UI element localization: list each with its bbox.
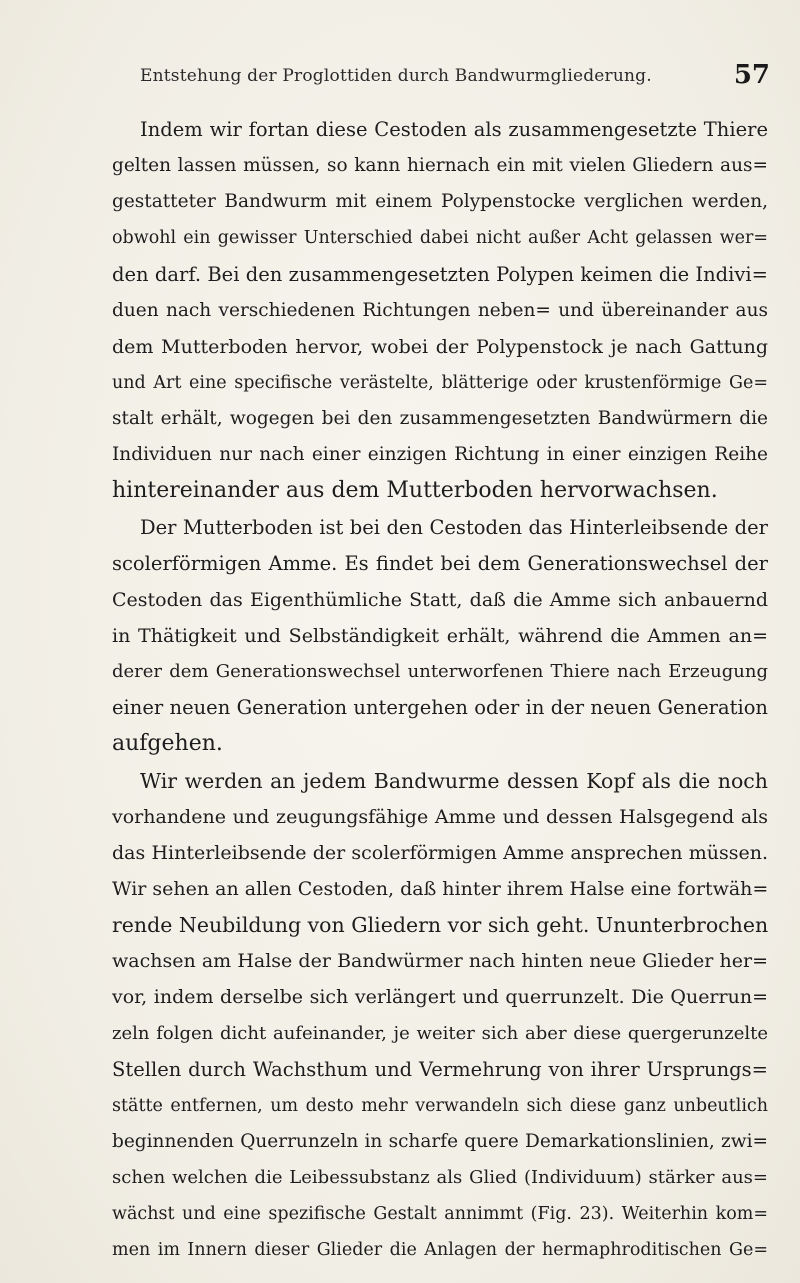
text-line: Individuen nur nach einer einzigen Richtung in einer einzigen Reihe (112, 444, 768, 466)
text-line: stätte entfernen, um desto mehr verwandeln sich diese ganz unbeutlich (112, 1095, 768, 1116)
text-line: aufgehen. (112, 731, 223, 757)
text-line: Wir sehen an allen Cestoden, daß hinter ihrem Halse eine fortwäh= (112, 877, 768, 900)
text-line: gestatteter Bandwurm mit einem Polypenstocke verglichen werden, (112, 191, 768, 213)
text-line: hintereinander aus dem Mutterboden hervorwachsen. (112, 478, 718, 504)
page-header (140, 60, 770, 94)
running-head: Entstehung der Proglottiden durch Bandwurmgliederung. (140, 66, 652, 86)
text-line: gelten lassen müssen, so kann hiernach ein mit vielen Gliedern aus= (112, 155, 768, 177)
text-line: Wir werden an jedem Bandwurme dessen Kopf als die noch (140, 768, 768, 793)
text-line: dem Mutterboden hervor, wobei der Polypenstock je nach Gattung (112, 335, 768, 358)
text-line: Stellen durch Wachsthum und Vermehrung von ihrer Ursprungs= (112, 1057, 768, 1081)
text-line: men im Innern dieser Glieder die Anlagen der hermaphroditischen Ge= (112, 1240, 768, 1261)
page-number: 57 (733, 60, 770, 90)
text-line: vor, indem derselbe sich verlängert und querrunzelt. Die Querrun= (112, 986, 768, 1009)
text-line: den darf. Bei den zusammengesetzten Polypen keimen die Indivi= (112, 262, 768, 286)
text-line: und Art eine specifische verästelte, blätterige oder krustenförmige Ge= (112, 372, 768, 393)
text-line: in Thätigkeit und Selbständigkeit erhält, während die Ammen an= (112, 624, 768, 647)
text-line: zeln folgen dicht aufeinander, je weiter sich aber diese quergerunzelte (112, 1022, 768, 1044)
text-line: beginnenden Querrunzeln in scharfe quere Demarkationslinien, zwi= (112, 1130, 768, 1152)
text-line: einer neuen Generation untergehen oder in der neuen Generation (112, 696, 768, 720)
text-line: duen nach verschiedenen Richtungen neben= und übereinander aus (112, 299, 768, 321)
text-line: Indem wir fortan diese Cestoden als zusammengesetzte Thiere (140, 118, 768, 141)
text-line: vorhandene und zeugungsfähige Amme und dessen Halsgegend als (112, 805, 768, 828)
text-line: wächst und eine spezifische Gestalt annimmt (Fig. 23). Weiterhin kom= (112, 1204, 768, 1225)
text-line: wachsen am Halse der Bandwürmer nach hinten neue Glieder her= (112, 950, 768, 973)
text-line: Der Mutterboden ist bei den Cestoden das Hinterleibsende der (140, 515, 768, 539)
text-line: obwohl ein gewisser Unterschied dabei nicht außer Acht gelassen wer= (112, 228, 768, 249)
text-line: rende Neubildung von Gliedern vor sich geht. Ununterbrochen (112, 913, 768, 938)
text-line: Cestoden das Eigenthümliche Statt, daß die Amme sich anbauernd (112, 588, 768, 611)
text-line: scolerförmigen Amme. Es findet bei dem Generationswechsel der (112, 551, 768, 575)
text-line: das Hinterleibsende der scolerförmigen Amme ansprechen müssen. (112, 841, 768, 864)
text-line: schen welchen die Leibessubstanz als Glied (Individuum) stärker aus= (112, 1167, 768, 1189)
text-line: stalt erhält, wogegen bei den zusammengesetzten Bandwürmern die (112, 408, 768, 430)
text-line: derer dem Generationswechsel unterworfenen Thiere nach Erzeugung (112, 661, 768, 683)
body-text (112, 112, 768, 1269)
